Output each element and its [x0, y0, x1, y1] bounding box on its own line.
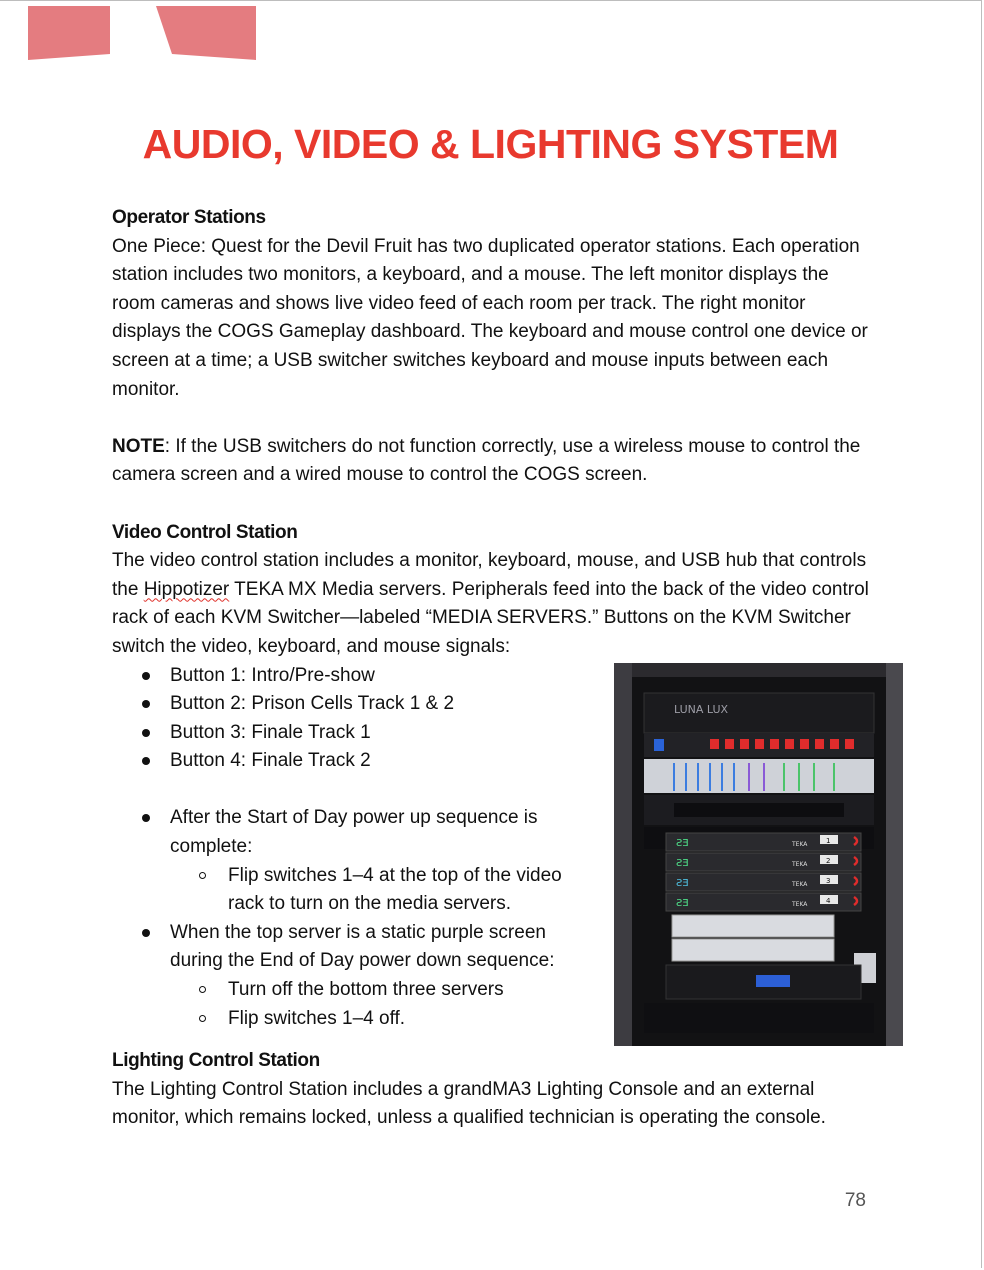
list-item: Button 1: Intro/Pre-show — [112, 662, 532, 691]
svg-text:ƧƎ: ƧƎ — [676, 898, 689, 909]
section-heading-lighting-control-station: Lighting Control Station — [112, 1050, 320, 1072]
svg-text:TEKA: TEKA — [792, 901, 808, 908]
video-control-paragraph: The video control station includes a monitor, keyboard, mouse, and USB hub that controls the Hippotizer TEKA MX Media servers. Peripherals feed into the back of the video control rack of each KVM Switcher—labeled “MEDIA SERVERS.” Buttons on the KVM Switcher switch the video, keyboard, and mouse signals: — [112, 550, 869, 657]
section-heading-video-control-station: Video Control Station — [112, 521, 298, 543]
svg-text:4: 4 — [826, 897, 831, 905]
svg-text:2: 2 — [826, 857, 831, 865]
list-item: After the Start of Day power up sequence is complete: Flip switches 1–4 at the top of the video rack to turn on the media servers. — [112, 804, 590, 918]
svg-text:ƧƎ: ƧƎ — [676, 858, 689, 869]
svg-text:ƧƎ: ƧƎ — [676, 878, 689, 889]
section-heading-operator-stations: Operator Stations — [112, 207, 266, 228]
video-rack-photo — [614, 663, 903, 1046]
lighting-control-paragraph: The Lighting Control Station includes a grandMA3 Lighting Console and an external monitor, which remains locked, unless a qualified technician is operating the console. — [112, 1078, 826, 1129]
list-item: When the top server is a static purple screen during the End of Day power down sequence: Turn off the bottom three servers Flip switches 1–4 off. — [112, 919, 590, 1033]
sub-list-item: Flip switches 1–4 at the top of the video rack to turn on the media servers. — [170, 862, 590, 919]
note-paragraph — [112, 433, 872, 490]
sub-list-item: Flip switches 1–4 off. — [170, 1005, 590, 1034]
corner-ribbon-right — [156, 6, 256, 60]
power-sequence-list — [112, 804, 590, 1033]
svg-text:TEKA: TEKA — [792, 881, 808, 888]
list-item: Button 2: Prison Cells Track 1 & 2 — [112, 690, 532, 719]
page-number: 78 — [844, 1190, 866, 1211]
rack-brand-text: LUNA LUX — [674, 703, 729, 716]
kvm-button-list — [112, 662, 532, 776]
svg-text:TEKA: TEKA — [792, 841, 808, 848]
page-title: AUDIO, VIDEO & LIGHTING SYSTEM — [142, 121, 839, 167]
svg-text:1: 1 — [826, 837, 831, 845]
operator-stations-paragraph: One Piece: Quest for the Devil Fruit has two duplicated operator stations. Each operation station includes two monitors, a keyboard, and a mouse. The left monitor displays the room cameras and shows live video feed of each room per track. The right monitor displays the COGS Gameplay dashboard. The keyboard and mouse control one device or screen at a time; a USB switcher switches keyboard and mouse inputs between each monitor. — [112, 235, 868, 400]
sub-list-item: Turn off the bottom three servers — [170, 976, 590, 1005]
sub-list — [170, 862, 590, 919]
corner-ribbon-left — [28, 6, 110, 60]
svg-text:ƧƎ: ƧƎ — [676, 838, 689, 849]
note-text: : If the USB switchers do not function correctly, use a wireless mouse to control the camera screen and a wired mouse to control the COGS screen. — [112, 435, 861, 486]
list-item: Button 3: Finale Track 1 — [112, 719, 532, 748]
svg-text:TEKA: TEKA — [792, 861, 808, 868]
note-label: NOTE — [112, 435, 165, 457]
list-item: Button 4: Finale Track 2 — [112, 747, 532, 776]
svg-text:3: 3 — [826, 877, 831, 885]
spellcheck-flagged-word: Hippotizer — [143, 578, 230, 600]
sub-list — [170, 976, 590, 1033]
